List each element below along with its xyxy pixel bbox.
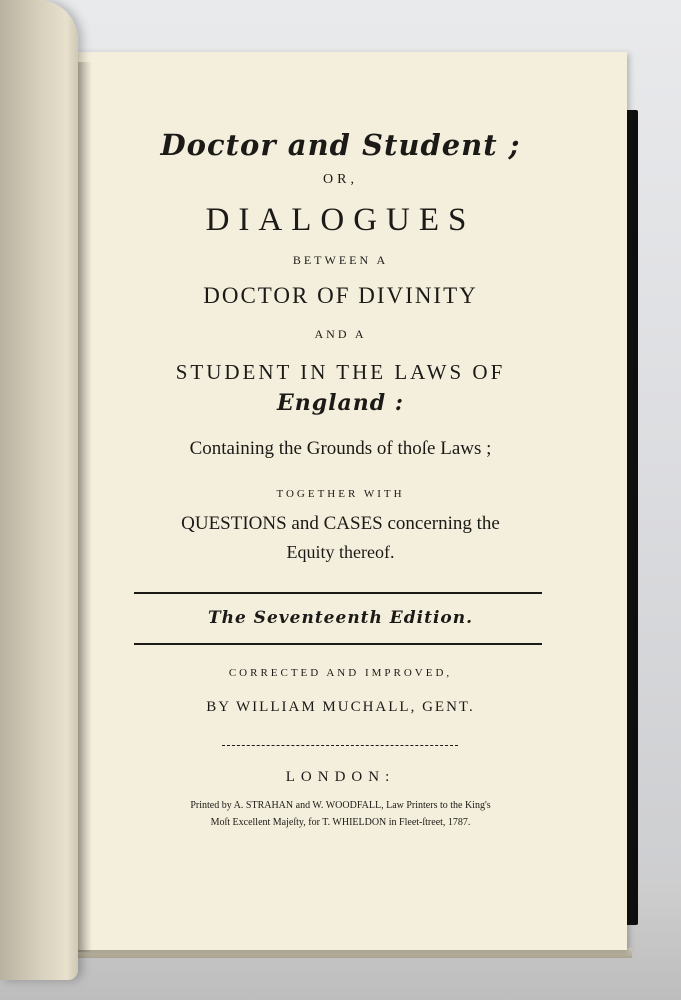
author-line: BY WILLIAM MUCHALL, GENT. [206,699,475,715]
student-line: STUDENT IN THE LAWS OF [175,360,506,384]
dialogues-heading: DIALOGUES [205,202,476,238]
england-line: England : [277,390,404,416]
doctor-of-divinity-line: DOCTOR OF DIVINITY [203,283,478,308]
equity-line: Equity thereof. [286,542,395,562]
or-line: OR, [323,172,358,187]
book-title: Doctor and Student ; [160,128,521,162]
middle-rule [134,643,542,645]
between-a-line: BETWEEN A [292,253,389,267]
corrected-line: CORRECTED AND IMPROVED, [228,667,453,679]
together-with-line: TOGETHER WITH [276,488,405,500]
top-rule [134,592,542,594]
imprint-line-1: Printed by A. STRAHAN and W. WOODFALL, Law Printers to the King's [190,800,491,811]
city-line: LONDON: [285,769,396,785]
and-a-line: AND A [314,327,367,341]
imprint-line-2: Moſt Excellent Majeſty, for T. WHIELDON in Fleet-ſtreet, 1787. [210,817,471,828]
questions-line: QUESTIONS and CASES concerning the [181,513,500,534]
containing-line: Containing the Grounds of thoſe Laws ; [189,438,492,459]
ornament-rule [222,745,458,747]
edition-line: The Seventeenth Edition. [207,608,474,628]
